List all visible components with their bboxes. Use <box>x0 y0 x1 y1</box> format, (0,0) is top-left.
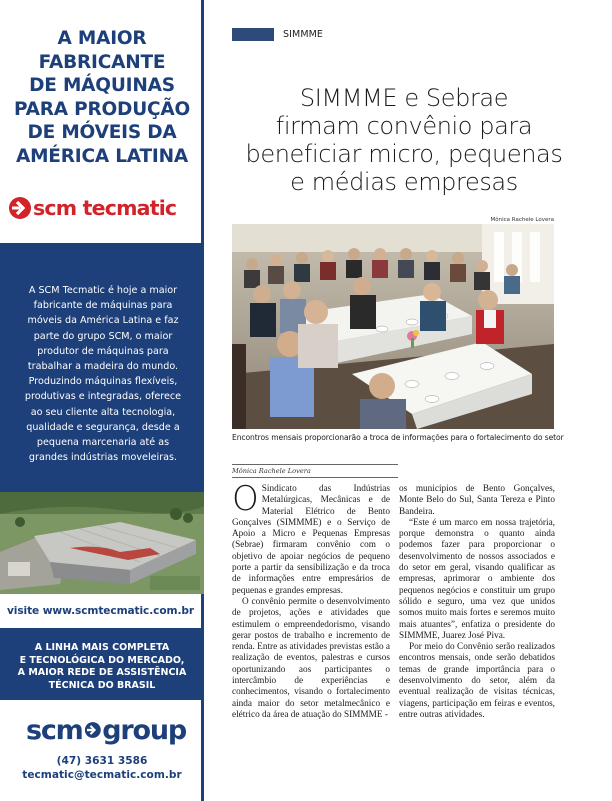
article-paragraph: os municípios de Bento Gonçalves, Monte Belo do Sul, Santa Tereza e Pinto Bandeira. <box>399 484 555 517</box>
scm-group-logo-icon <box>84 715 102 745</box>
ad-phone: (47) 3631 3586 <box>56 755 148 767</box>
ad-body-text <box>10 283 196 465</box>
ad-body-line: Produzindo máquinas flexíveis, <box>28 376 178 388</box>
ad-headline-line: DE MÓVEIS DA <box>27 122 177 143</box>
ad-body-line: grandes indústrias moveleiras. <box>28 452 178 464</box>
article-title-line: SIMMME e Sebrae <box>299 84 509 112</box>
drop-cap: O <box>232 479 259 519</box>
photo-caption: Encontros mensais proporcionarão a troca de informações para o fortalecimento do setor <box>232 433 564 442</box>
ad-contact-panel <box>0 700 204 801</box>
scm-logo-text: scm tecmatic <box>33 196 177 220</box>
ad-headline <box>6 27 198 168</box>
meeting-photo <box>232 224 554 429</box>
photo-credit: Mônica Rachele Lovera <box>490 217 554 223</box>
article-title <box>228 84 580 196</box>
section-color-bar <box>232 28 274 41</box>
article-paragraph: O convênio permite o desenvolvimento de projetos, ações e atividades que estimulem o empreendedorismo, visando gerar postos de trabalho e incremento de renda. Entre as atividades previstas estão a realização de eventos, palestras e cursos oportunizando aos participantes o intercâmbio de experiências e conhecimentos, visando o fortalecimento ainda maior do setor metalmecânico e elétrico da área de atuação do SIMMME - <box>232 596 390 720</box>
scm-group-logo-right: group <box>102 714 186 746</box>
scm-tecmatic-advertisement <box>0 0 204 801</box>
article-paragraph: Por meio do Convênio serão realizados encontros mensais, onde serão debatidos temas de grande importância para o desenvolvimento do setor, além da eventual realização de visitas técnicas, viagens, participação em feiras e eventos, entre outras atividades. <box>399 642 555 720</box>
ad-body-line: parte do grupo SCM, o maior <box>33 330 173 342</box>
article-paragraph <box>232 479 390 597</box>
ad-headline-line: FABRICANTE <box>38 51 166 73</box>
factory-illustration <box>0 492 204 594</box>
paragraph-text: Sindicato das Indústrias Metalúrgicas, Mecânicas e de Material Elétrico de Bento Gonçalves (SIMMME) e o Serviço de Apoio a Micro e Pequenas Empresas (Sebrae) firmaram convênio com o objetivo de apoiar negócios de pequeno porte a partir da sensibilização e da troca de informações entre empresários de pequenas e grandes empresas. <box>232 484 390 596</box>
article-title-line: firmam convênio para <box>275 112 533 140</box>
article-quote-paragraph: “Este é um marco em nossa trajetória, porque demonstra o quanto ainda podemos fazer para proporcionar o desenvolvimento de nossos associados e do setor em geral, visando qualificar as empresas, aprimorar o ambiente dos pequenos negócios e constituir um grupo sólido e seguro, uma vez que unidos somos muito mais fortes e seremos muito mais atuantes”, enfatiza o presidente do SIMMME, Juarez José Piva. <box>399 517 555 641</box>
factory-aerial-photo <box>0 492 204 594</box>
ad-tagline-line: A LINHA MAIS COMPLETA <box>34 642 170 653</box>
ad-body-line: produtivas e integradas, oferece <box>24 391 182 403</box>
article-title-line: e médias empresas <box>290 168 518 196</box>
meeting-illustration <box>232 224 554 429</box>
ad-body-line: móveis da América Latina e faz <box>27 315 179 327</box>
scm-logo-icon <box>8 196 32 220</box>
ad-body-line: trabalhar a madeira do mundo. <box>27 361 179 373</box>
ad-header-panel <box>0 0 204 243</box>
byline-rule-bottom <box>232 477 398 478</box>
byline-rule-top <box>232 464 398 465</box>
ad-body-line: qualidade e segurança, desde a <box>26 421 180 433</box>
ad-headline-line: PARA PRODUÇÃO <box>13 98 191 120</box>
ad-headline-line: A MAIOR <box>57 28 147 49</box>
ad-headline-line: AMÉRICA LATINA <box>15 145 188 167</box>
article-column-2 <box>399 484 555 721</box>
ad-tagline-line: A MAIOR REDE DE ASSISTÊNCIA <box>17 667 187 679</box>
article-byline: Mônica Rachele Lovera <box>232 467 311 475</box>
ad-tagline <box>6 642 198 692</box>
ad-body-line: fabricante de máquinas para <box>33 300 173 312</box>
ad-email[interactable]: tecmatic@tecmatic.com.br <box>22 769 182 781</box>
ad-body-line: A SCM Tecmatic é hoje a maior <box>28 285 178 296</box>
section-label: SIMMME <box>283 29 324 40</box>
ad-body-line: produtor de máquinas para <box>37 345 169 357</box>
ad-tagline-line: TÉCNICA DO BRASIL <box>48 679 156 691</box>
ad-body-line: ao seu cliente alta tecnologia, <box>30 406 176 418</box>
scm-group-logo-left: scm <box>26 714 83 746</box>
ad-headline-line: DE MÁQUINAS <box>29 75 175 96</box>
ad-tagline-line: E TECNOLÓGICA DO MERCADO, <box>19 654 185 666</box>
scm-tecmatic-logo <box>8 193 196 223</box>
scm-group-logo <box>26 712 186 748</box>
ad-body-line: pequena marcenaria até as <box>36 437 170 449</box>
website-link-panel <box>0 594 204 628</box>
website-link[interactable]: visite www.scmtecmatic.com.br <box>7 605 194 617</box>
article-column-1 <box>232 479 390 721</box>
article-title-line: beneficiar micro, pequenas <box>245 140 563 168</box>
